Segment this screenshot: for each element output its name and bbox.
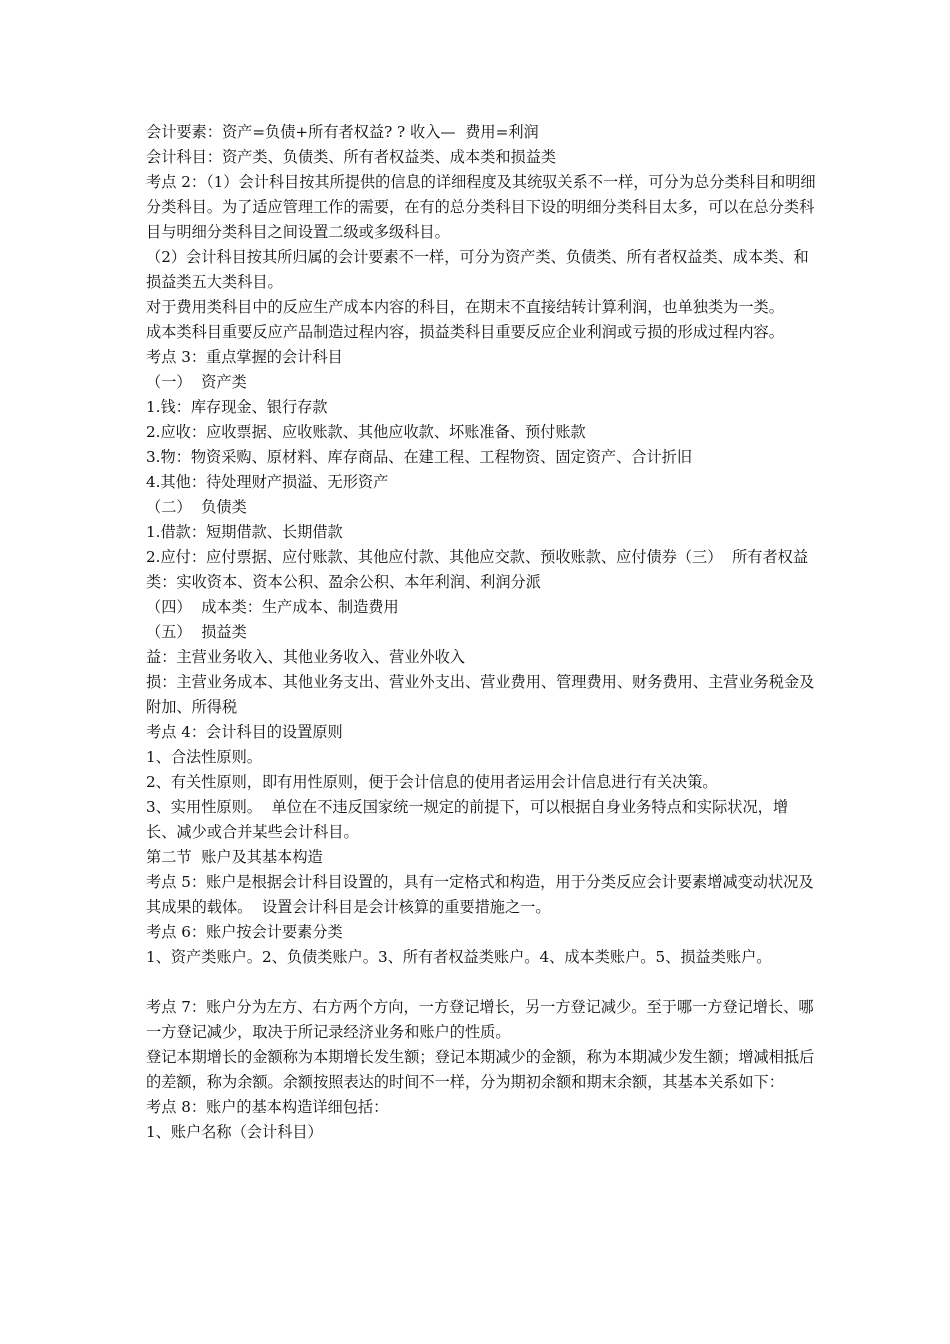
list-item-practicality: 3、实用性原则。 单位在不违反国家统一规定的前提下，可以根据自身业务特点和实际状况，增长、减少或合并某些会计科目。 (146, 798, 789, 841)
list-item-borrowings: 1.借款：短期借款、长期借款 (146, 523, 343, 541)
heading-point-6: 考点 6：账户按会计要素分类 (146, 923, 343, 941)
list-item-losses: 损：主营业务成本、其他业务支出、营业外支出、营业费用、管理费用、财务费用、主营业务税金及附加、所得税 (146, 673, 815, 716)
list-item-materials: 3.物：物资采购、原材料、库存商品、在建工程、工程物资、固定资产、合计折旧 (146, 448, 693, 466)
paragraph-point-7: 考点 7：账户分为左方、右方两个方向，一方登记增长，另一方登记减少。至于哪一方登记增长、哪一方登记减少，取决于所记录经济业务和账户的性质。 (146, 998, 814, 1041)
heading-cost: （四） 成本类：生产成本、制造费用 (146, 598, 399, 616)
list-item-account-name: 1、账户名称（会计科目） (146, 1123, 323, 1141)
heading-section-2: 第二节 账户及其基本构造 (146, 848, 323, 866)
paragraph-accounting-subjects: 会计科目：资产类、负债类、所有者权益类、成本类和损益类 (146, 148, 557, 166)
list-item-money: 1.钱：库存现金、银行存款 (146, 398, 328, 416)
paragraph-point-2-part-1: 考点 2：（1）会计科目按其所提供的信息的详细程度及其统驭关系不一样，可分为总分类科目和明细分类科目。为了适应管理工作的需要，在有的总分类科目下设的明细分类科目太多，可以在总分类科目与明细分类科目之间设置二级或多级科目。 (146, 173, 816, 241)
heading-point-4: 考点 4：会计科目的设置原则 (146, 723, 343, 741)
list-account-types: 1、资产类账户。2、负债类账户。3、所有者权益类账户。4、成本类账户。5、损益类账户。 (146, 948, 772, 966)
list-item-other-assets: 4.其他：待处理财产损溢、无形资产 (146, 473, 389, 491)
heading-assets: （一） 资产类 (146, 373, 247, 391)
list-item-relevance: 2、有关性原则，即有用性原则，便于会计信息的使用者运用会计信息进行有关决策。 (146, 773, 718, 791)
paragraph-balance-definition: 登记本期增长的金额称为本期增长发生额；登记本期减少的金额，称为本期减少发生额；增减相抵后的差额，称为余额。余额按照表达的时间不一样，分为期初余额和期末余额，其基本关系如下： (146, 1048, 815, 1091)
paragraph-cost-profit-subjects: 成本类科目重要反应产品制造过程内容，损益类科目重要反应企业利润或亏损的形成过程内容。 (146, 323, 784, 341)
paragraph-point-2-part-2: （2）会计科目按其所归属的会计要素不一样，可分为资产类、负债类、所有者权益类、成本类、和损益类五大类科目。 (146, 248, 809, 291)
list-item-payables-equity: 2.应付：应付票据、应付账款、其他应付款、其他应交款、预收账款、应付债券（三） 所有者权益类：实收资本、资本公积、盈余公积、本年利润、利润分派 (146, 548, 809, 591)
blank-line (146, 970, 818, 995)
heading-point-3: 考点 3：重点掌握的会计科目 (146, 348, 343, 366)
heading-liabilities: （二） 负债类 (146, 498, 247, 516)
document-body (146, 120, 818, 1145)
list-item-receivables: 2.应收：应收票据、应收账款、其他应收款、坏账准备、预付账款 (146, 423, 586, 441)
list-item-income: 益：主营业务收入、其他业务收入、营业外收入 (146, 648, 465, 666)
list-item-legality: 1、合法性原则。 (146, 748, 262, 766)
paragraph-accounting-elements: 会计要素：资产=负债+所有者权益? ? 收入— 费用=利润 (146, 123, 539, 141)
paragraph-point-5: 考点 5：账户是根据会计科目设置的，具有一定格式和构造，用于分类反应会计要素增减变动状况及其成果的载体。 设置会计科目是会计核算的重要措施之一。 (146, 873, 814, 916)
paragraph-expense-subjects: 对于费用类科目中的反应生产成本内容的科目，在期末不直接结转计算利润，也单独类为一类。 (146, 298, 784, 316)
heading-profit-loss: （五） 损益类 (146, 623, 247, 641)
heading-point-8: 考点 8：账户的基本构造详细包括： (146, 1098, 389, 1116)
